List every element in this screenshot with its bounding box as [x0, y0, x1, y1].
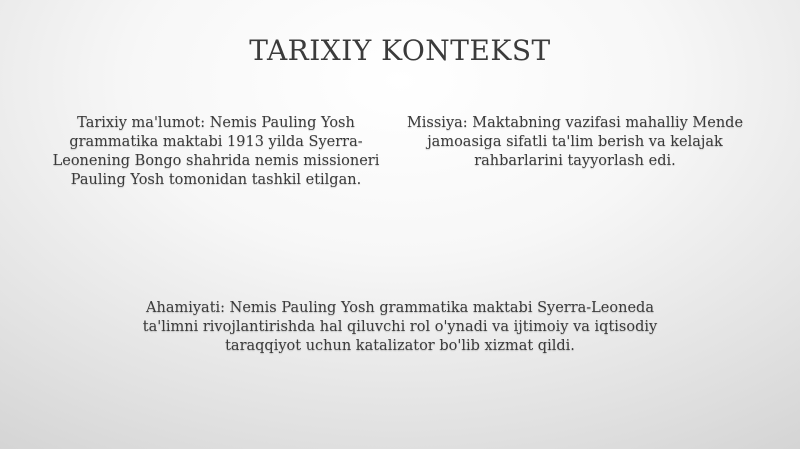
slide-title: TARIXIY KONTEKST	[249, 34, 551, 67]
history-text-block: Tarixiy ma'lumot: Nemis Pauling Yosh grammatika maktabi 1913 yilda Syerra-Leonening Bongo shahrida nemis missioneri Pauling Yosh tomonidan tashkil etilgan.	[52, 115, 380, 188]
significance-text-block: Ahamiyati: Nemis Pauling Yosh grammatika maktabi Syerra-Leoneda ta'limni rivojlantirishda hal qiluvchi rol o'ynadi va ijtimoiy va iqtisodiy taraqqiyot uchun katalizator bo'lib xizmat qildi.	[142, 300, 658, 354]
mission-text-block: Missiya: Maktabning vazifasi mahalliy Mende jamoasiga sifatli ta'lim berish va kelajak rahbarlarini tayyorlash edi.	[406, 115, 744, 169]
